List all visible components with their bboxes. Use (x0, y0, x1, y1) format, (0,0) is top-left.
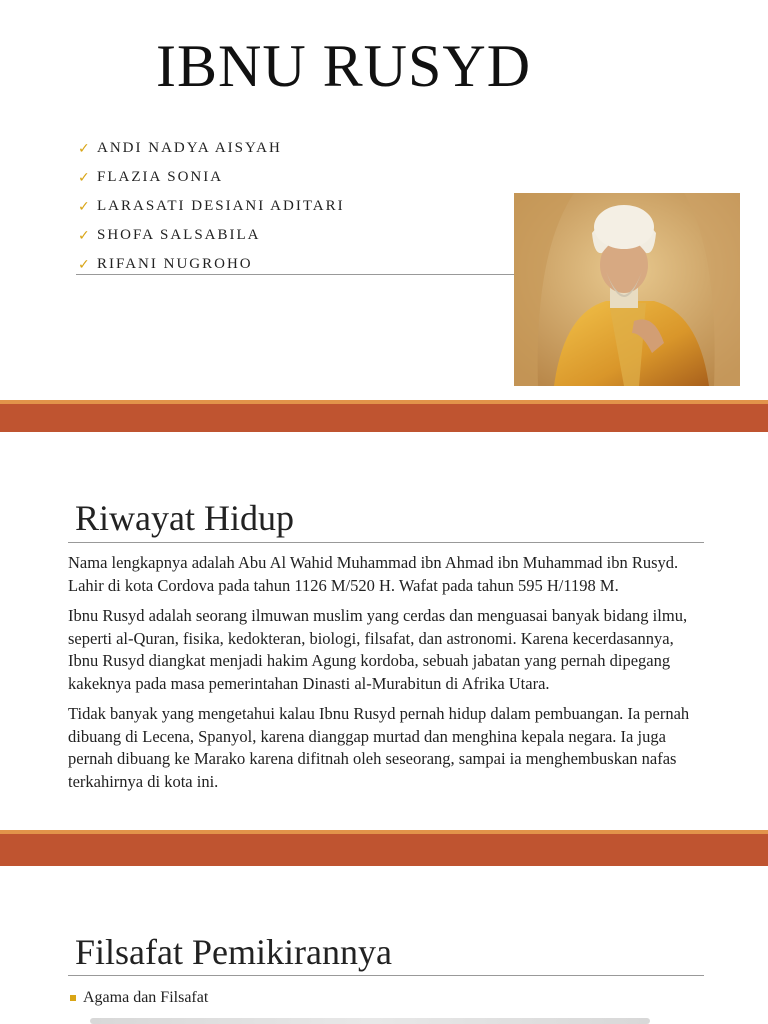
member-item (78, 163, 345, 192)
paragraph: Ibnu Rusyd adalah seorang ilmuwan muslim yang cerdas dan menguasai banyak bidang ilmu, seperti al-Quran, fisika, kedokteran, biologi, filsafat, dan astronomi. Karena kecerdasannya, Ibnu Rusyd diangkat menjadi hakim Agung kordoba, sebuah jabatan yang pernah dipegang kakeknya pada masa pemerintahan Dinasti al-Murabitun di Afrika Utara. (68, 606, 688, 693)
member-name: SHOFA SALSABILA (97, 227, 261, 243)
member-name: FLAZIA SONIA (97, 169, 224, 185)
section-heading: Riwayat Hidup (75, 498, 294, 538)
section-heading: Filsafat Pemikirannya (75, 932, 392, 972)
cropped-text-line (90, 1018, 650, 1024)
divider (76, 274, 516, 275)
bullet-item (70, 986, 208, 1010)
title-slide (0, 0, 768, 400)
square-bullet-icon (70, 995, 76, 1001)
member-item (78, 221, 345, 250)
check-icon: ✓ (78, 227, 90, 244)
paragraph: Tidak banyak yang mengetahui kalau Ibnu Rusyd pernah hidup dalam pembuangan. Ia pernah dibuang di Lecena, Spanyol, karena dianggap murtad dan menghina kepala negara. Ia juga pernah dibuang ke Marako karena difitnah oleh seseorang, sampai ia menghembuskan nafas terkahirnya di kota ini. (68, 704, 690, 791)
member-item (78, 134, 345, 163)
accent-band (0, 830, 768, 866)
presentation-title: IBNU RUSYD (156, 33, 532, 99)
member-name: ANDI NADYA AISYAH (97, 140, 282, 156)
check-icon: ✓ (78, 169, 90, 186)
bullet-text: Agama dan Filsafat (83, 989, 209, 1006)
divider (68, 975, 704, 976)
body-text (68, 552, 704, 801)
check-icon: ✓ (78, 256, 90, 273)
bullet-list (70, 986, 208, 1010)
check-icon: ✓ (78, 140, 90, 157)
portrait-image (514, 193, 740, 386)
member-list (78, 134, 345, 279)
member-name: LARASATI DESIANI ADITARI (97, 198, 345, 214)
divider (68, 542, 704, 543)
check-icon: ✓ (78, 198, 90, 215)
philosophy-slide (0, 866, 768, 1024)
member-item (78, 192, 345, 221)
paragraph: Nama lengkapnya adalah Abu Al Wahid Muhammad ibn Ahmad ibn Muhammad ibn Rusyd. Lahir di kota Cordova pada tahun 1126 M/520 H. Wafat pada tahun 595 H/1198 M. (68, 553, 679, 595)
accent-band (0, 400, 768, 432)
member-name: RIFANI NUGROHO (97, 256, 253, 272)
biography-slide (0, 432, 768, 832)
